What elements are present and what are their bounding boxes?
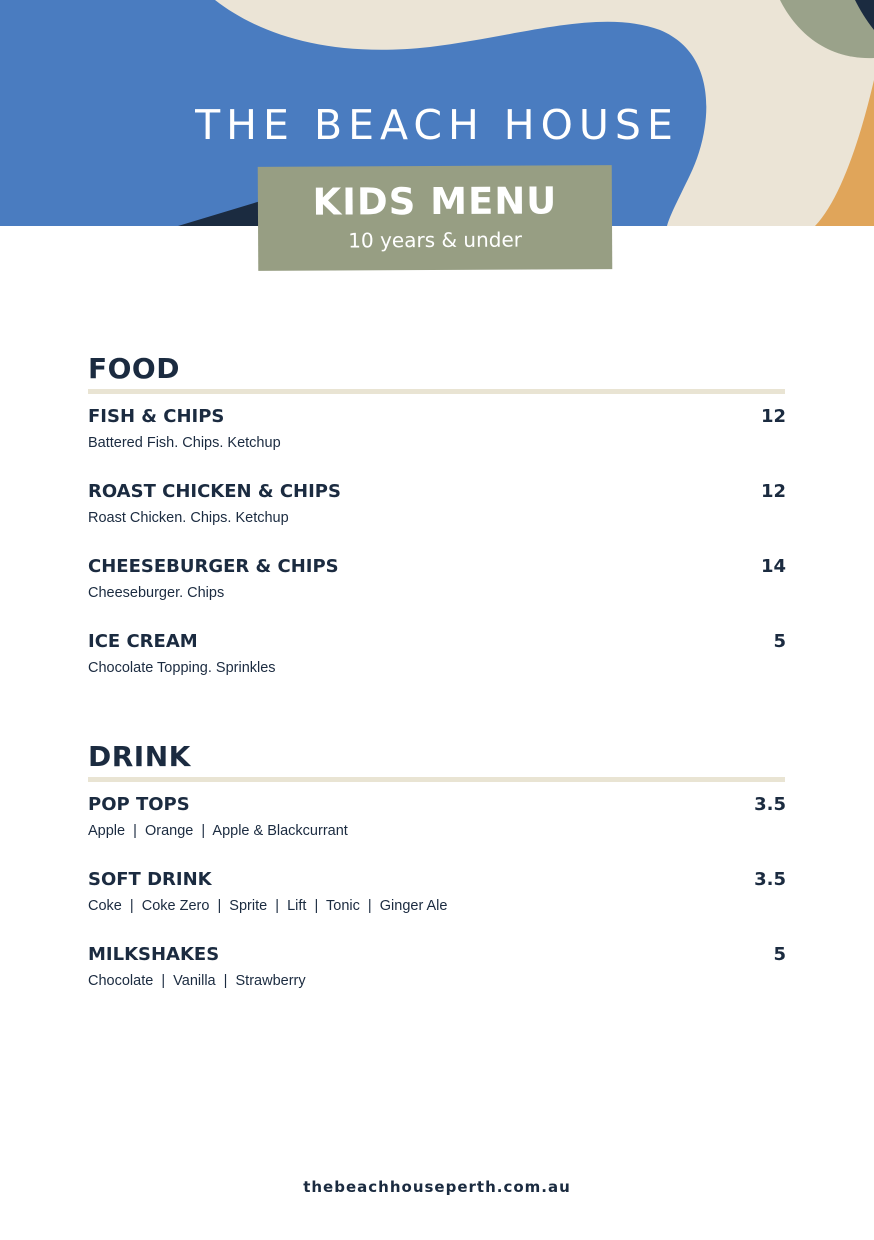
menu-item (88, 857, 786, 932)
item-name: POP TOPS (88, 794, 190, 815)
menu-item (88, 619, 786, 694)
item-description: Roast Chicken. Chips. Ketchup (88, 510, 289, 526)
item-price: 12 (760, 406, 786, 427)
item-description: Apple | Orange | Apple & Blackcurrant (88, 823, 348, 839)
item-price: 14 (760, 556, 786, 577)
item-name: CHEESEBURGER & CHIPS (88, 556, 339, 577)
item-description: Chocolate Topping. Sprinkles (88, 660, 276, 676)
item-price: 3.5 (754, 869, 786, 890)
menu-item (88, 782, 786, 857)
section-title-drink: DRINK (88, 740, 191, 773)
item-name: FISH & CHIPS (88, 406, 225, 427)
item-name: SOFT DRINK (88, 869, 212, 890)
menu-title-badge (258, 165, 613, 271)
restaurant-name: THE BEACH HOUSE (195, 101, 679, 149)
menu-item (88, 469, 786, 544)
item-description: Cheeseburger. Chips (88, 585, 225, 601)
section-title-food: FOOD (88, 352, 180, 385)
item-description: Chocolate | Vanilla | Strawberry (88, 973, 306, 989)
item-name: ROAST CHICKEN & CHIPS (88, 481, 341, 502)
menu-item (88, 932, 786, 1007)
website-url: thebeachhouseperth.com.au (303, 1178, 571, 1196)
item-price: 3.5 (754, 794, 786, 815)
menu-title: KIDS MENU (312, 179, 558, 224)
drink-section (88, 740, 786, 1007)
item-name: ICE CREAM (88, 631, 198, 652)
item-description: Battered Fish. Chips. Ketchup (88, 435, 281, 451)
item-price: 5 (773, 631, 786, 652)
item-description: Coke | Coke Zero | Sprite | Lift | Tonic | Ginger Ale (88, 898, 448, 914)
menu-subtitle: 10 years & under (348, 227, 523, 253)
menu-item (88, 394, 786, 469)
item-name: MILKSHAKES (88, 944, 220, 965)
item-price: 12 (760, 481, 786, 502)
item-price: 5 (773, 944, 786, 965)
menu-item (88, 544, 786, 619)
food-section (88, 352, 786, 694)
